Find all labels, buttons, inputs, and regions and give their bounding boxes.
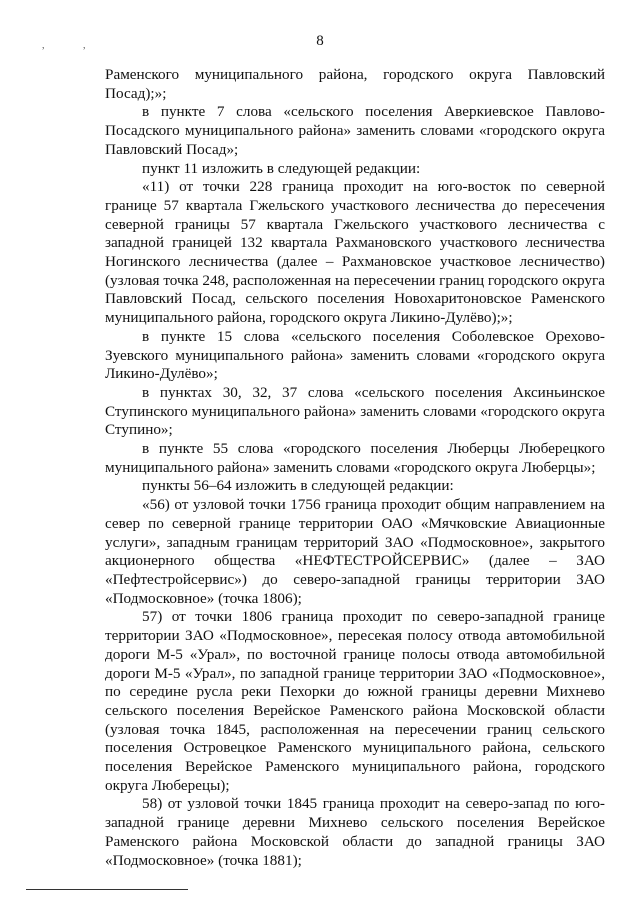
- paragraph: «11) от точки 228 граница проходит на юго-восток по северной границе 57 квартала Гжельского участкового лесничества до пересечения северной границы 57 квартала Гжельского участкового лесничества с западной границей 132 квартала Рахмановского участкового лесничества Ногинского лесничества (далее – Рахмановское участковое лесничество) (узловая точка 248, расположенная на пересечении границ городского округа Павловский Посад, сельского поселения Новохаритоновское Раменского муниципального района, городского округа Ликино-Дулёво);»;: [105, 178, 605, 327]
- paragraph: в пункте 55 слова «городского поселения Люберцы Люберецкого муниципального района» заменить словами «городского округа Люберцы»;: [105, 440, 605, 476]
- paragraph: «56) от узловой точки 1756 граница проходит общим направлением на север по северной границе территории ОАО «Мячковские Авиационные услуги», западным границам территорий ЗАО «Подмосковное», закрытого акционерного общества «НЕФТЕСТРОЙСЕРВИС» (далее – ЗАО «Пефтестройсервис») до северо-западной границы территории ЗАО «Подмосковное» (точка 1806);: [105, 496, 605, 607]
- page-number: 8: [316, 33, 324, 49]
- scan-artifact-mark: ,: [83, 40, 86, 51]
- paragraph: в пунктах 30, 32, 37 слова «сельского поселения Аксиньинское Ступинского муниципального района» заменить словами «городского округа Ступино»;: [105, 383, 605, 439]
- paragraph: 58) от узловой точки 1845 граница проходит на северо-запад по юго-западной границе деревни Михнево сельского поселения Верейское Раменского района Московской области до западной границы ЗАО «Подмосковное» (точка 1881);: [105, 795, 605, 869]
- scan-artifact-mark: ,: [42, 40, 45, 51]
- paragraph: Раменского муниципального района, городского округа Павловский Посад);»;: [105, 66, 605, 102]
- document-body: [105, 66, 605, 870]
- paragraph: в пункте 15 слова «сельского поселения Соболевское Орехово-Зуевского муниципального района» заменить словами «городского округа Ликино-Дулёво»;: [105, 327, 605, 383]
- footer-divider: [26, 889, 188, 890]
- paragraph: в пункте 7 слова «сельского поселения Аверкиевское Павлово-Посадского муниципального района» заменить словами «городского округа Павловский Посад»;: [105, 103, 605, 158]
- paragraph: пункты 56–64 изложить в следующей редакции:: [142, 477, 454, 495]
- paragraph: 57) от точки 1806 граница проходит по северо-западной границе территории ЗАО «Подмосковное», пересекая полосу отвода автомобильной дороги М-5 «Урал», по восточной границе полосы отвода автомобильной дороги М-5 «Урал», по западной границе территории ЗАО «Подмосковное», по середине русла реки Пехорки до южной границы деревни Михнево сельского поселения Верейское Раменского района Московской области (узловая точка 1845, расположенная на пересечении границ сельского поселения Островецкое Раменского муниципального района, сельского поселения Верейское Раменского муниципального района, городского округа Люберецы);: [105, 608, 605, 794]
- paragraph: пункт 11 изложить в следующей редакции:: [142, 159, 421, 177]
